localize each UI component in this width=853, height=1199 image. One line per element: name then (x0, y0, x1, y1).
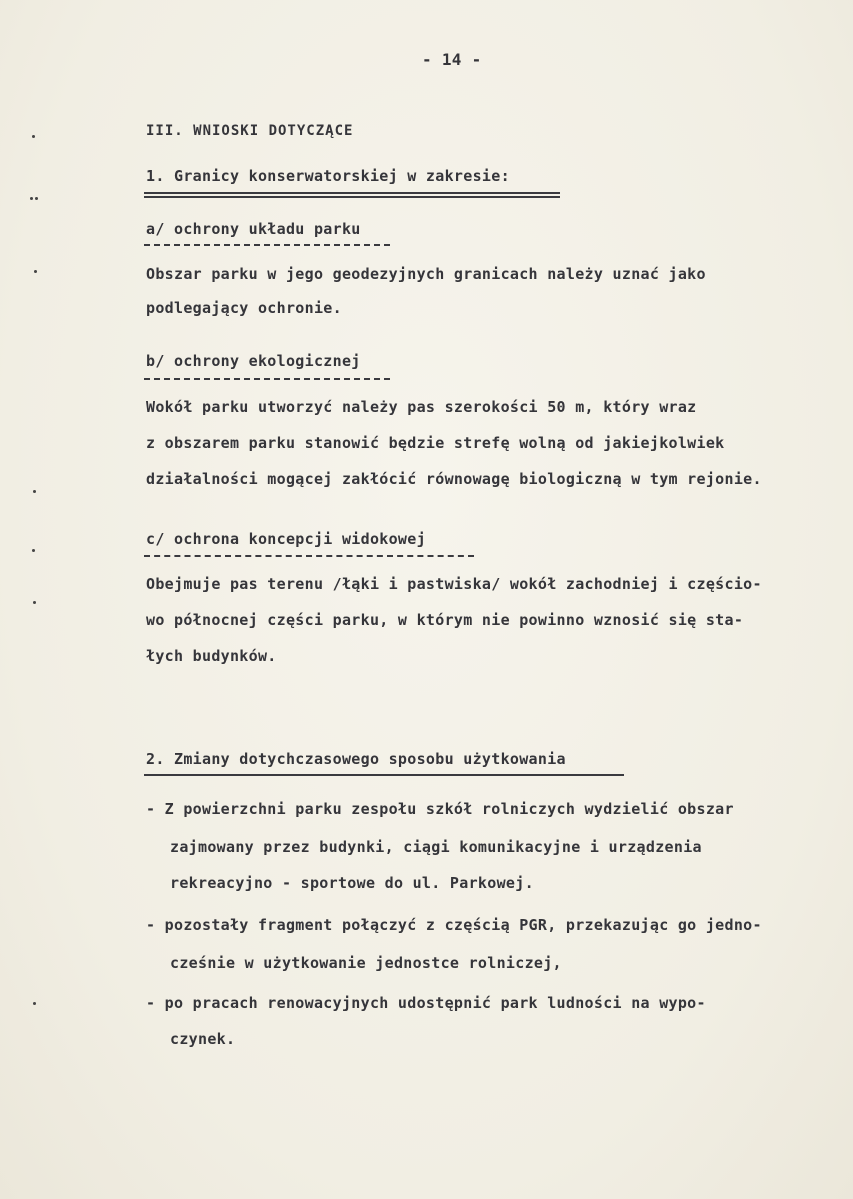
list-item: - pozostały fragment połączyć z częścią PGR, przekazując go jedno- (146, 916, 762, 934)
paragraph-line: podlegający ochronie. (146, 299, 342, 317)
list-item: - Z powierzchni parku zespołu szkół rolniczych wydzielić obszar (146, 800, 734, 818)
list-item-continuation: rekreacyjno - sportowe do ul. Parkowej. (170, 874, 534, 892)
list-item-continuation: zajmowany przez budynki, ciągi komunikacyjne i urządzenia (170, 838, 702, 856)
paragraph-line: łych budynków. (146, 647, 277, 665)
underline (144, 192, 560, 194)
paragraph-line: Wokół parku utworzyć należy pas szerokości 50 m, który wraz (146, 398, 697, 416)
page-number: - 14 - (422, 50, 482, 69)
subsection-c-title: c/ ochrona koncepcji widokowej (146, 530, 426, 548)
list-item-continuation: cześnie w użytkowanie jednostce rolniczej, (170, 954, 562, 972)
margin-mark (33, 490, 36, 493)
list-item-continuation: czynek. (170, 1030, 236, 1048)
margin-mark (30, 197, 33, 200)
paragraph-line: Obejmuje pas terenu /łąki i pastwiska/ wokół zachodniej i częścio- (146, 575, 762, 593)
paragraph-line: Obszar parku w jego geodezyjnych granicach należy uznać jako (146, 265, 706, 283)
paragraph-line: działalności mogącej zakłócić równowagę biologiczną w tym rejonie. (146, 470, 762, 488)
margin-mark (32, 135, 35, 138)
point2-title: 2. Zmiany dotychczasowego sposobu użytkowania (146, 750, 566, 768)
section-heading: III. WNIOSKI DOTYCZĄCE (146, 123, 354, 139)
list-item: - po pracach renowacyjnych udostępnić park ludności na wypo- (146, 994, 706, 1012)
margin-mark (33, 601, 36, 604)
paragraph-line: z obszarem parku stanowić będzie strefę wolną od jakiejkolwiek (146, 434, 725, 452)
subsection-b-title: b/ ochrony ekologicznej (146, 352, 361, 370)
underline (144, 774, 624, 776)
margin-mark (34, 270, 37, 273)
dashed-underline (144, 378, 390, 380)
margin-mark (32, 549, 35, 552)
dashed-underline (144, 244, 390, 246)
margin-mark (35, 197, 38, 200)
point1-title: 1. Granicy konserwatorskiej w zakresie: (146, 167, 510, 185)
margin-mark (33, 1002, 36, 1005)
dashed-underline (144, 555, 474, 557)
paragraph-line: wo północnej części parku, w którym nie powinno wznosić się sta- (146, 611, 744, 629)
underline (144, 196, 560, 198)
subsection-a-title: a/ ochrony układu parku (146, 220, 361, 238)
